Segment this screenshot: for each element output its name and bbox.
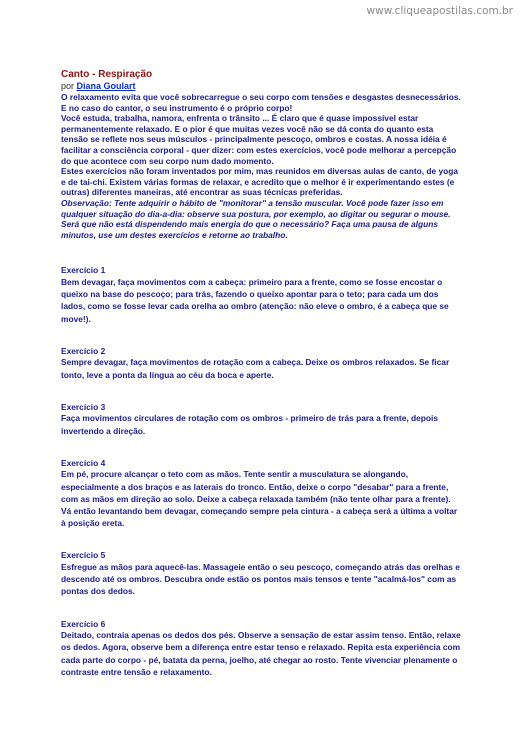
author-link[interactable]: Diana Goulart xyxy=(76,81,136,91)
exercise-1 xyxy=(61,265,461,324)
exercise-text: Faça movimentos circulares de rotação com os ombros - primeiro de trás para a frente, depois invertendo a direção. xyxy=(61,413,438,436)
exercise-6 xyxy=(61,619,461,678)
exercise-text: Em pé, procure alcançar o teto com as mãos. Tente sentir a musculatura se alongando, especialmente a dos braços e as laterais do tronco. Então, deixe o corpo "desabar" para a frente, com as mãos em direção ao solo. Deixe a cabeça relaxada também (não tente olhar para a frente). Vá então levantando bem devagar, começando sempre pela cintura - a cabeça será a última a voltar à posição ereta. xyxy=(61,469,458,529)
intro-paragraph-2: Você estuda, trabalha, namora, enfrenta o trânsito ... É claro que é quase impossível estar permanentemente relaxado. E o pior é que muitas vezes você não se dá conta do quanto esta tensão se reflete nos seus músculos - principalmente pescoço, ombros e costas. A nossa idéia é facilitar a consciência corporal - quer dizer: com estes exercícios, você pode melhorar a percepção do que acontece com seu corpo num dado momento. xyxy=(61,113,457,166)
exercise-2 xyxy=(61,346,461,381)
byline xyxy=(61,81,461,92)
observation-note: Observação: Tente adquirir o hábito de "monitorar" a tensão muscular. Você pode fazer isso em qualquer situação do dia-a-dia: observe sua postura, por exemplo, ao digitar ou segurar o mouse. Será que não está dispendendo mais energia do que o necessário? Faça uma pausa de alguns minutos, use um destes exercícios e retorne ao trabalho. xyxy=(61,197,451,240)
exercise-title: Exercício 3 xyxy=(61,401,106,412)
exercise-text: Bem devagar, faça movimentos com a cabeça: primeiro para a frente, como se fosse encostar o queixo na base do pescoço; para trás, fazendo o queixo apontar para o teto; para cada um dos lados, como se fosse levar cada orelha ao ombro (atenção: não eleve o ombro, é a cabeça que se move!). xyxy=(61,276,449,324)
exercise-text: Deitado, contraia apenas os dedos dos pés. Observe a sensação de estar assim tenso. Então, relaxe os dedos. Agora, observe bem a diferença entre estar tenso e relaxado. Repita esta experiência com cada parte do corpo - pé, batata da perna, joelho, até chegar ao rosto. Tente vivenciar plenamente o contraste entre tensão e relaxamento. xyxy=(61,630,461,677)
site-watermark: www.cliqueapostilas.com.br xyxy=(366,5,513,17)
intro-paragraph-3: Estes exercícios não foram inventados por mim, mas reunidos em diversas aulas de canto, de yoga e de tai-chi. Existem várias formas de relaxar, e acredito que o melhor é ir experimentando estes (e outras) diferentes maneiras, até encontrar as suas técnicas preferidas. xyxy=(61,166,459,198)
exercise-title: Exercício 2 xyxy=(61,345,106,356)
article xyxy=(61,69,461,678)
page-title: Canto - Respiração xyxy=(61,69,153,80)
exercise-4 xyxy=(61,458,461,530)
exercise-3 xyxy=(61,402,461,437)
exercise-5 xyxy=(61,550,461,597)
exercise-title: Exercício 5 xyxy=(61,550,106,561)
exercise-text: Esfregue as mãos para aquecê-las. Massageie então o seu pescoço, começando atrás das orelhas e descendo até os ombros. Descubra onde estão os pontos mais tensos e tente "acalmá-los" com as pontas dos dedos. xyxy=(61,561,460,597)
exercise-title: Exercício 4 xyxy=(61,457,106,468)
exercise-title: Exercício 1 xyxy=(61,265,106,276)
exercise-text: Sempre devagar, faça movimentos de rotação com a cabeça. Deixe os ombros relaxados. Se ficar tonto, leve a ponta da língua ao céu da boca e aperte. xyxy=(61,357,450,380)
byline-prefix: por xyxy=(61,81,77,91)
exercise-title: Exercício 6 xyxy=(61,618,106,629)
intro-paragraph-1: O relaxamento evita que você sobrecarregue o seu corpo com tensões e desgastes desnecessários. E no caso do cantor, o seu instrumento é o próprio corpo! xyxy=(61,92,461,113)
